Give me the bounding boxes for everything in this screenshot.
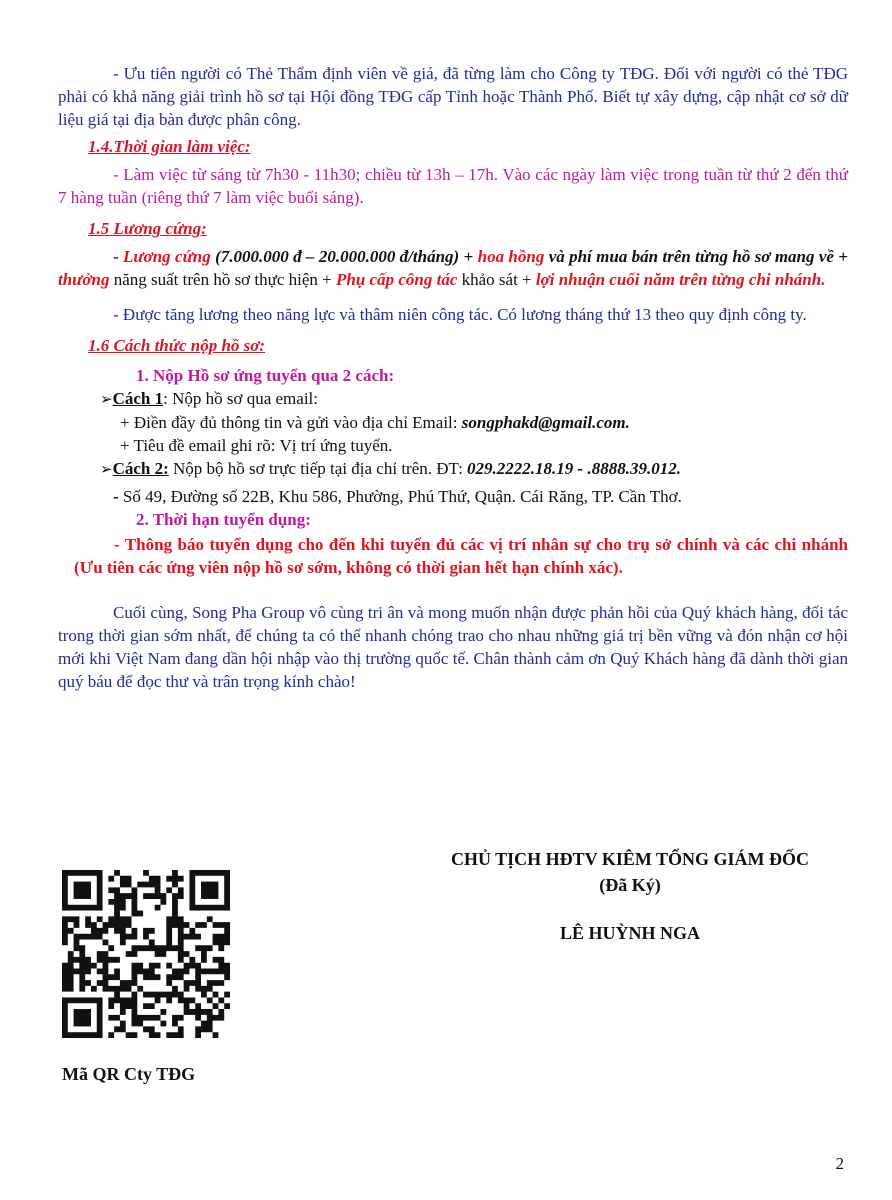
section-1-5-title: 1.5 Lương cứng: [88,219,207,238]
address-line [113,485,848,508]
method-1-text: : Nộp hồ sơ qua email: [163,389,318,408]
qr-code [62,870,230,1038]
working-time-paragraph: - Làm việc từ sáng từ 7h30 - 11h30; chiều từ 13h – 17h. Vào các ngày làm việc trong tuần từ thứ 2 đến thứ 7 hàng tuần (riêng thứ 7 làm việc buổi sáng). [58,165,848,207]
document-body [58,62,848,693]
arrow-bullet-icon: ➢ [100,460,113,478]
method-2-label: Cách 2: [112,459,169,478]
bonus-label: thưởng [58,270,110,289]
bonus-text: năng suất trên hồ sơ thực hiện + [109,270,337,289]
submit-methods-heading: 1. Nộp Hồ sơ ứng tuyển qua 2 cách: [136,366,395,385]
email-address: songphakd@gmail.com. [461,413,630,432]
salary-base-label: Lương cứng [123,247,211,266]
qr-caption: Mã QR Cty TĐG [62,1064,196,1084]
signature-name: LÊ HUỲNH NGA [559,923,700,943]
profit-label: lợi nhuận cuối năm trên từng chi nhánh. [535,270,826,289]
raise-paragraph: - Được tăng lương theo năng lực và thâm niên công tác. Có lương tháng thứ 13 theo quy định công ty. [113,305,807,324]
phone-numbers: 029.2222.18.19 - .8888.39.012. [467,459,681,478]
email-instruction: + Điền đầy đủ thông tin và gửi vào địa chỉ Email: [120,413,462,432]
recruitment-notice: - Thông báo tuyển dụng cho đến khi tuyển đủ các vị trí nhân sự cho trụ sở chính và các chi nhánh (Ưu tiên các ứng viên nộp hồ sơ sớm, không có thời gian hết hạn chính xác). [74,535,848,577]
page-number: 2 [835,1154,844,1173]
method-2-text: Nộp bộ hồ sơ trực tiếp tại địa chỉ trên. ĐT: [168,459,468,478]
salary-range: (7.000.000 đ – 20.000.000 đ/tháng) + [210,247,478,266]
section-1-4-title: 1.4.Thời gian làm việc: [88,137,251,156]
arrow-bullet-icon: ➢ [100,390,113,408]
deadline-heading: 2. Thời hạn tuyển dụng: [136,510,311,529]
priority-paragraph: - Ưu tiên người có Thẻ Thẩm định viên về giá, đã từng làm cho Công ty TĐG. Đối với người có thẻ TĐG phải có khả năng giải trình hồ sơ tại Hội đồng TĐG cấp Tỉnh hoặc Thành Phố. Biết tự xây dựng, cập nhật cơ sở dữ liệu giá tại địa bàn được phân công. [58,64,848,129]
signature-title: CHỦ TỊCH HĐTV KIÊM TỔNG GIÁM ĐỐC [450,849,810,869]
method-1-subject-line: + Tiêu đề email ghi rõ: Vị trí ứng tuyển. [120,436,393,455]
method-1-email-line [120,411,848,434]
qr-code-icon [62,870,230,1038]
allowance-label: Phụ cấp công tác [336,270,458,289]
signature-signed: (Đã Ký) [599,875,661,895]
address-dash: - [113,487,123,506]
salary-paragraph [58,245,848,291]
closing-paragraph: Cuối cùng, Song Pha Group vô cùng tri ân và mong muốn nhận được phản hồi của Quý khách hàng, đối tác trong thời gian sớm nhất, để chúng ta có thể nhanh chóng trao cho nhau những giá trị bền vững và đón nhận cơ hội mới khi Việt Nam đang dần hội nhập vào thị trường quốc tế. Chân thành cảm ơn Quý Khách hàng đã dành thời gian quý báu để đọc thư và trân trọng kính chào! [58,603,848,691]
allowance-text: khảo sát + [457,270,536,289]
section-1-6-title: 1.6 Cách thức nộp hồ sơ: [88,336,266,355]
commission-label: hoa hồng [477,247,545,266]
method-1-label: Cách 1 [112,389,164,408]
commission-text: và phí mua bán trên từng hồ sơ mang về + [544,247,848,266]
salary-dash: - [113,247,124,266]
method-1-line [100,387,848,411]
address-text: Số 49, Đường số 22B, Khu 586, Phường, Phú Thứ, Quận. Cái Răng, TP. Cần Thơ. [122,487,682,506]
signature-block [400,846,860,946]
method-2-line [100,457,848,481]
